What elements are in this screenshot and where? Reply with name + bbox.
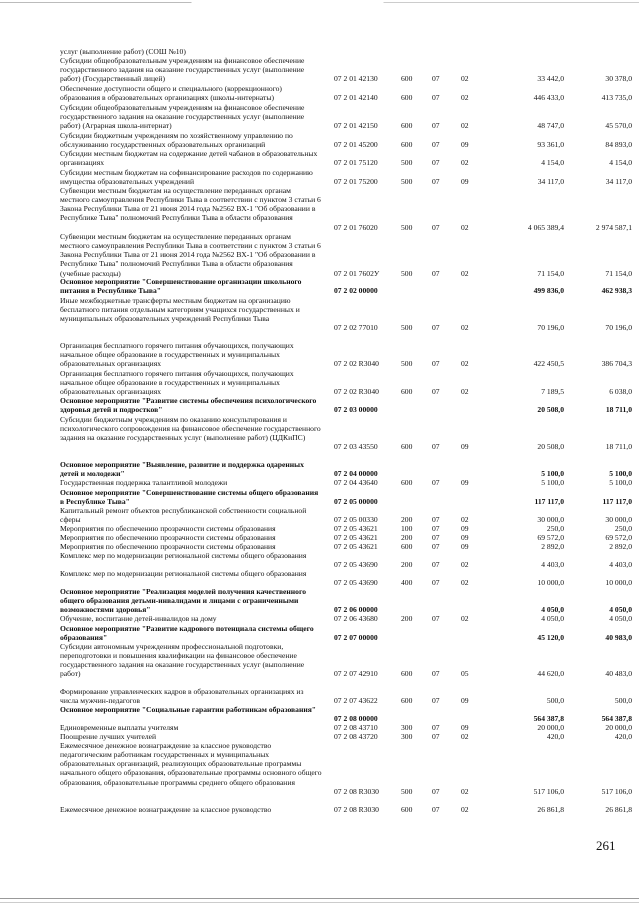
row-sum-1: 117 117,0 <box>534 497 564 507</box>
row-pr: 02 <box>461 74 469 84</box>
row-sum-2: 26 861,8 <box>605 805 632 814</box>
row-vr: 600 <box>401 696 413 706</box>
row-name: Поощрение лучших учителей <box>60 732 157 741</box>
row-name: Субвенции местным бюджетам на осуществление переданных органам местного самоуправления Республики Тыва в соответствии с пунктом 3 статьи 6 Закона Республики Тыва от 21 июня 2014 года №2562 ВХ-1 "Об образовании в Республике Тыва" полномочий Республики Тыва в области образования <box>60 186 321 223</box>
row-sum-2: 5 100,0 <box>609 478 632 487</box>
row-pr: 02 <box>461 805 469 814</box>
row-pr: 09 <box>461 542 469 551</box>
row-code: 07 2 05 43621 <box>334 533 378 542</box>
row-code: 07 2 01 42130 <box>334 74 378 84</box>
table-row <box>0 551 639 569</box>
row-name: Государственная поддержка талантливой молодежи <box>60 478 228 487</box>
row-name: услуг (выполнение работ) (СОШ №10) <box>60 47 186 56</box>
row-name: Обеспечение доступности общего и специального (коррекционного) образования в образовательных организациях (школы-интернаты) <box>60 84 282 103</box>
row-name: Основное мероприятие "Развитие кадрового потенциала системы общего образования" <box>60 624 314 643</box>
row-sum-2: 45 570,0 <box>605 121 632 131</box>
row-sum-2: 69 572,0 <box>605 533 632 542</box>
row-code: 07 2 01 75200 <box>334 177 378 187</box>
table-row <box>0 186 639 232</box>
row-pr: 05 <box>461 669 469 679</box>
row-name: Основное мероприятие "Совершенствование организации школьного питания в Республике Тыва" <box>60 277 302 296</box>
row-rz: 07 <box>432 669 440 679</box>
row-vr: 200 <box>401 515 413 525</box>
row-rz: 07 <box>432 732 440 741</box>
row-name: Формирование управленческих кадров в образовательных организациях из числа мужчин-педагогов <box>60 687 304 706</box>
row-name: Мероприятия по обеспечению прозрачности системы образования <box>60 524 276 533</box>
row-name: Мероприятия по обеспечению прозрачности системы образования <box>60 533 276 542</box>
scan-edge-bottom-2 <box>0 902 639 903</box>
table-row <box>0 687 639 705</box>
row-sum-1: 4 403,0 <box>541 560 564 570</box>
row-sum-2: 5 100,0 <box>609 469 632 479</box>
row-rz: 07 <box>432 140 440 150</box>
row-sum-1: 71 154,0 <box>537 268 564 278</box>
row-sum-2: 10 000,0 <box>605 578 632 588</box>
row-vr: 600 <box>401 542 413 551</box>
row-code: 07 2 06 43680 <box>334 614 378 623</box>
row-sum-1: 499 836,0 <box>533 286 564 296</box>
row-name: Обучение, воспитание детей-инвалидов на дому <box>60 614 217 623</box>
row-code: 07 2 03 43550 <box>334 442 378 452</box>
row-sum-2: 4 403,0 <box>609 560 632 570</box>
row-sum-1: 70 196,0 <box>537 323 564 333</box>
table-row <box>0 741 639 796</box>
row-sum-1: 446 433,0 <box>533 93 564 103</box>
row-code: 07 2 01 45200 <box>334 140 378 150</box>
row-pr: 09 <box>461 177 469 187</box>
row-pr: 09 <box>461 140 469 150</box>
row-name: Основное мероприятие "Социальные гарантии работникам образования" <box>60 705 317 714</box>
row-sum-1: 564 387,8 <box>533 714 564 724</box>
table-row <box>0 277 639 295</box>
row-sum-2: 4 050,0 <box>609 614 632 623</box>
row-name: Основное мероприятие "Реализация моделей получения качественного общего образования детьми-инвалидами и лицами с ограниченными возможностями здоровья" <box>60 587 307 615</box>
table-row <box>0 47 639 56</box>
row-code: 07 2 05 43621 <box>334 542 378 551</box>
table-row <box>0 460 639 478</box>
row-vr: 500 <box>401 359 413 369</box>
row-name: Ежемесячное денежное вознаграждение за классное руководство <box>60 805 272 814</box>
row-vr: 600 <box>401 442 413 452</box>
row-rz: 07 <box>432 515 440 525</box>
table-row <box>0 341 639 368</box>
row-code: 07 2 05 43690 <box>334 560 378 570</box>
row-pr: 09 <box>461 524 469 533</box>
row-sum-2: 30 378,0 <box>605 74 632 84</box>
row-code: 07 2 06 00000 <box>334 605 378 615</box>
row-name: Основное мероприятие "Совершенствование системы общего образования в Республике Тыва" <box>60 488 319 507</box>
row-vr: 300 <box>401 732 413 741</box>
row-vr: 600 <box>401 140 413 150</box>
row-name: Субсидии автономным учреждениям профессиональной подготовки, переподготовки и повышения квалификации на финансовое обеспечение государственного задания на оказание государственных услуг (выполнение работ) <box>60 642 305 679</box>
row-code: 07 2 08 00000 <box>334 714 378 724</box>
table-row <box>0 232 639 278</box>
row-rz: 07 <box>432 359 440 369</box>
table-row <box>0 103 639 130</box>
row-sum-1: 48 747,0 <box>537 121 564 131</box>
row-name: Субсидии общеобразовательным учреждениям на финансовое обеспечение государственного задания на оказание государственных услуг (выполнение работ) (Аграрная школа-интернат) <box>60 103 305 131</box>
row-sum-1: 4 154,0 <box>541 158 564 168</box>
table-row <box>0 396 639 414</box>
table-row <box>0 149 639 167</box>
row-pr: 02 <box>461 578 469 588</box>
row-pr: 02 <box>461 387 469 397</box>
table-row <box>0 131 639 149</box>
row-name: Единовременные выплаты учителям <box>60 723 179 732</box>
row-sum-1: 250,0 <box>546 524 564 533</box>
row-sum-1: 33 442,0 <box>537 74 564 84</box>
row-rz: 07 <box>432 478 440 487</box>
row-code: 07 2 08 43710 <box>334 723 378 732</box>
row-pr: 02 <box>461 268 469 278</box>
row-vr: 400 <box>401 578 413 588</box>
row-rz: 07 <box>432 805 440 814</box>
row-code: 07 2 05 00330 <box>334 515 378 525</box>
row-name: Мероприятия по обеспечению прозрачности системы образования <box>60 542 276 551</box>
row-sum-1: 5 100,0 <box>541 469 564 479</box>
row-code: 07 2 05 00000 <box>334 497 378 507</box>
row-code: 07 2 01 76020 <box>334 222 378 232</box>
row-sum-1: 2 892,0 <box>541 542 564 551</box>
row-rz: 07 <box>432 222 440 232</box>
row-vr: 200 <box>401 533 413 542</box>
row-rz: 07 <box>432 442 440 452</box>
row-pr: 09 <box>461 442 469 452</box>
row-name: Основное мероприятие "Выявление, развитие и поддержка одаренных детей и молодежи" <box>60 460 304 479</box>
row-code: 07 2 01 75120 <box>334 158 378 168</box>
row-sum-2: 517 106,0 <box>601 786 632 796</box>
table-row <box>0 506 639 524</box>
row-name: Субвенции местным бюджетам на осуществление переданных органам местного самоуправления Республики Тыва в соответствии с пунктом 3 статьи 6 Закона Республики Тыва от 21 июня 2014 года №2562 ВХ-1 "Об образовании в Республике Тыва" полномочий Республики Тыва в области образования (учебные расходы) <box>60 232 321 278</box>
table-row <box>0 705 639 723</box>
table-row <box>0 642 639 679</box>
row-sum-2: 250,0 <box>614 524 632 533</box>
row-rz: 07 <box>432 786 440 796</box>
row-rz: 07 <box>432 387 440 397</box>
row-rz: 07 <box>432 533 440 542</box>
row-rz: 07 <box>432 158 440 168</box>
row-rz: 07 <box>432 121 440 131</box>
row-pr: 02 <box>461 786 469 796</box>
row-sum-2: 2 892,0 <box>609 542 632 551</box>
row-sum-2: 4 050,0 <box>609 605 632 615</box>
row-vr: 600 <box>401 478 413 487</box>
table-row <box>0 56 639 83</box>
row-sum-2: 34 117,0 <box>605 177 632 187</box>
row-sum-2: 117 117,0 <box>602 497 632 507</box>
row-sum-2: 18 711,0 <box>605 442 632 452</box>
row-sum-2: 2 974 587,1 <box>595 222 632 232</box>
row-code: 07 2 02 R3040 <box>334 387 379 397</box>
table-row <box>0 723 639 732</box>
row-name: Иные межбюджетные трансферты местным бюджетам на организацию бесплатного питания отдельным категориям учащихся государственных и муниципальных образовательных учреждений Республики Тыва <box>60 296 300 324</box>
row-sum-1: 45 120,0 <box>537 633 564 643</box>
row-sum-2: 20 000,0 <box>605 723 632 732</box>
row-sum-1: 20 000,0 <box>537 723 564 732</box>
row-sum-1: 4 065 389,4 <box>527 222 564 232</box>
row-rz: 07 <box>432 74 440 84</box>
row-rz: 07 <box>432 614 440 623</box>
row-rz: 07 <box>432 542 440 551</box>
row-code: 07 2 05 43621 <box>334 524 378 533</box>
row-vr: 100 <box>401 524 413 533</box>
row-sum-2: 84 893,0 <box>605 140 632 150</box>
row-code: 07 2 04 00000 <box>334 469 378 479</box>
row-pr: 09 <box>461 696 469 706</box>
row-name: Субсидии бюджетным учреждениям по хозяйственному управлению по обслуживанию государственных образовательных организаций <box>60 131 293 150</box>
row-rz: 07 <box>432 93 440 103</box>
row-code: 07 2 07 42910 <box>334 669 378 679</box>
page-number: 261 <box>596 838 616 853</box>
table-row <box>0 296 639 333</box>
row-code: 07 2 08 R3030 <box>334 786 379 796</box>
row-sum-2: 462 938,3 <box>601 286 632 296</box>
row-sum-1: 69 572,0 <box>537 533 564 542</box>
row-sum-2: 40 983,0 <box>605 633 632 643</box>
row-pr: 02 <box>461 121 469 131</box>
table-row <box>0 84 639 102</box>
row-sum-1: 4 050,0 <box>541 614 564 623</box>
row-code: 07 2 01 42140 <box>334 93 378 103</box>
row-vr: 500 <box>401 177 413 187</box>
row-code: 07 2 08 R3030 <box>334 805 379 814</box>
row-vr: 200 <box>401 614 413 623</box>
row-code: 07 2 02 00000 <box>334 286 378 296</box>
row-vr: 500 <box>401 268 413 278</box>
row-name: Субсидии общеобразовательным учреждениям на финансовое обеспечение государственного задания на оказание государственных услуг (выполнение работ) (Государственный лицей) <box>60 56 305 84</box>
row-sum-1: 30 000,0 <box>537 515 564 525</box>
row-sum-2: 386 704,3 <box>601 359 632 369</box>
row-rz: 07 <box>432 578 440 588</box>
row-pr: 02 <box>461 614 469 623</box>
row-sum-2: 18 711,0 <box>605 405 632 415</box>
row-vr: 500 <box>401 786 413 796</box>
row-sum-1: 517 106,0 <box>533 786 564 796</box>
row-pr: 09 <box>461 478 469 487</box>
row-name: Капитальный ремонт объектов республиканской собственности социальной сферы <box>60 506 307 525</box>
scan-edge-top <box>0 2 639 3</box>
row-name: Комплекс мер по модернизации региональной системы общего образования <box>60 569 307 578</box>
table-row <box>0 732 639 741</box>
row-sum-1: 20 508,0 <box>537 442 564 452</box>
row-pr: 09 <box>461 533 469 542</box>
row-sum-1: 34 117,0 <box>537 177 564 187</box>
row-code: 07 2 05 43690 <box>334 578 378 588</box>
row-vr: 600 <box>401 805 413 814</box>
row-code: 07 2 04 43640 <box>334 478 378 487</box>
row-rz: 07 <box>432 177 440 187</box>
row-code: 07 2 07 43622 <box>334 696 378 706</box>
row-sum-1: 5 100,0 <box>541 478 564 487</box>
table-row <box>0 569 639 587</box>
row-sum-1: 10 000,0 <box>537 578 564 588</box>
row-sum-2: 4 154,0 <box>609 158 632 168</box>
row-code: 07 2 07 00000 <box>334 633 378 643</box>
row-sum-2: 30 000,0 <box>605 515 632 525</box>
row-vr: 500 <box>401 323 413 333</box>
row-pr: 02 <box>461 560 469 570</box>
row-code: 07 2 02 77010 <box>334 323 378 333</box>
row-pr: 02 <box>461 323 469 333</box>
row-name: Комплекс мер по модернизации региональной системы общего образования <box>60 551 307 560</box>
row-rz: 07 <box>432 323 440 333</box>
row-sum-2: 6 038,0 <box>609 387 632 397</box>
row-pr: 02 <box>461 732 469 741</box>
row-name: Организация бесплатного горячего питания обучающихся, получающих начальное общее образование в государственных и муниципальных образовательных организациях <box>60 369 294 397</box>
row-vr: 600 <box>401 121 413 131</box>
row-vr: 500 <box>401 222 413 232</box>
row-sum-2: 420,0 <box>614 732 632 741</box>
row-code: 07 2 08 43720 <box>334 732 378 741</box>
row-name: Субсидии бюджетным учреждениям по оказанию консультирования и психологического сопровождения на финансовое обеспечение государственного задания на оказание государственных услуг (выполнение работ) (ЦДКиПС) <box>60 415 321 443</box>
row-sum-2: 564 387,8 <box>601 714 632 724</box>
row-code: 07 2 01 42150 <box>334 121 378 131</box>
row-pr: 02 <box>461 93 469 103</box>
row-sum-2: 70 196,0 <box>605 323 632 333</box>
table-row <box>0 533 639 542</box>
table-row <box>0 587 639 614</box>
row-sum-1: 44 620,0 <box>537 669 564 679</box>
table-row <box>0 524 639 533</box>
table-row <box>0 805 639 814</box>
row-vr: 500 <box>401 158 413 168</box>
row-rz: 07 <box>432 268 440 278</box>
table-row <box>0 542 639 551</box>
row-vr: 600 <box>401 669 413 679</box>
row-sum-1: 20 508,0 <box>537 405 564 415</box>
row-pr: 02 <box>461 359 469 369</box>
row-sum-1: 93 361,0 <box>537 140 564 150</box>
row-rz: 07 <box>432 524 440 533</box>
row-rz: 07 <box>432 696 440 706</box>
row-pr: 09 <box>461 723 469 732</box>
row-vr: 600 <box>401 74 413 84</box>
row-pr: 02 <box>461 515 469 525</box>
table-row <box>0 168 639 186</box>
row-name: Субсидии местным бюджетам на содержание детей чабанов в образовательных организациях <box>60 149 318 168</box>
table-row <box>0 369 639 396</box>
row-code: 07 2 03 00000 <box>334 405 378 415</box>
row-sum-2: 413 735,0 <box>601 93 632 103</box>
row-code: 07 2 02 R3040 <box>334 359 379 369</box>
table-row <box>0 478 639 487</box>
row-vr: 300 <box>401 723 413 732</box>
row-vr: 200 <box>401 560 413 570</box>
row-sum-2: 71 154,0 <box>605 268 632 278</box>
row-sum-1: 26 861,8 <box>537 805 564 814</box>
row-vr: 600 <box>401 93 413 103</box>
table-row <box>0 614 639 623</box>
row-name: Субсидии местным бюджетам на софинансирование расходов по содержанию имущества образовательных учреждений <box>60 168 313 187</box>
row-name: Ежемесячное денежное вознаграждение за классное руководство педагогическим работникам государственных и муниципальных образовательных организаций, реализующих образовательные программы начального общего образования, образовательные программы основного общего образования, образовательные программы среднего общего образования <box>60 741 322 787</box>
table-row <box>0 488 639 506</box>
row-pr: 02 <box>461 222 469 232</box>
table-row <box>0 624 639 642</box>
row-name: Основное мероприятие "Развитие системы обеспечения психологического здоровья детей и подростков" <box>60 396 317 415</box>
row-sum-1: 7 189,5 <box>541 387 564 397</box>
row-rz: 07 <box>432 723 440 732</box>
row-sum-1: 4 050,0 <box>541 605 564 615</box>
row-sum-1: 422 450,5 <box>533 359 564 369</box>
scan-edge-bottom <box>0 898 639 899</box>
table-row <box>0 415 639 452</box>
row-sum-1: 500,0 <box>546 696 564 706</box>
row-vr: 600 <box>401 387 413 397</box>
row-sum-2: 500,0 <box>614 696 632 706</box>
row-name: Организация бесплатного горячего питания обучающихся, получающих начальное общее образование в государственных и муниципальных образовательных организациях <box>60 341 294 369</box>
row-sum-2: 40 483,0 <box>605 669 632 679</box>
row-code: 07 2 01 7602У <box>334 268 380 278</box>
row-sum-1: 420,0 <box>546 732 564 741</box>
row-pr: 02 <box>461 158 469 168</box>
row-rz: 07 <box>432 560 440 570</box>
